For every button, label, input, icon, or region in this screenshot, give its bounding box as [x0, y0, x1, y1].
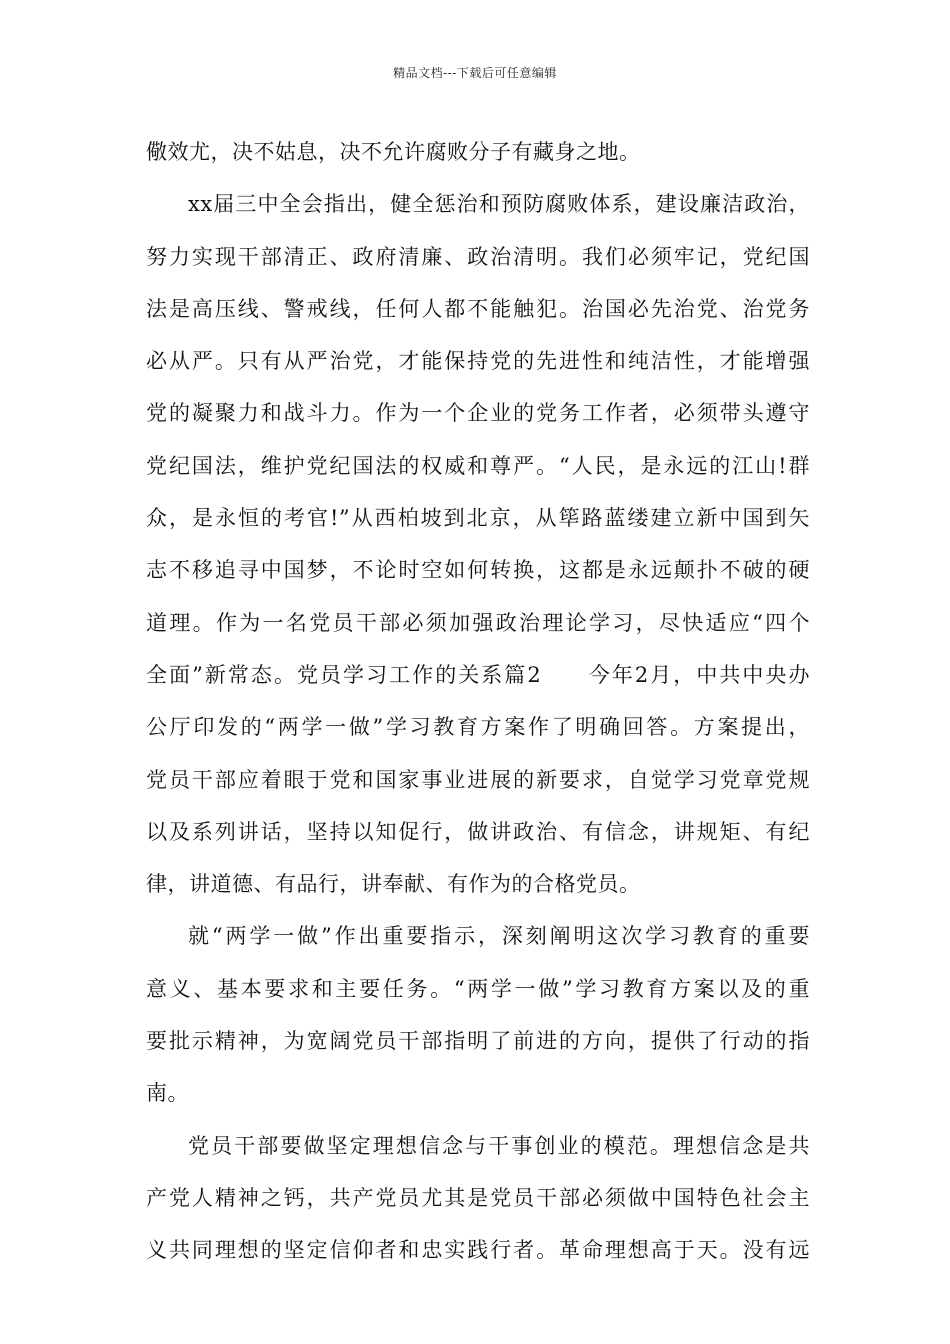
- text-line: 努力实现干部清正、政府清廉、政治清明。我们必须牢记，党纪国: [146, 244, 810, 269]
- text-line: 儆效尤，决不姑息，决不允许腐败分子有藏身之地。: [146, 140, 641, 164]
- text-line: 南。: [146, 1081, 189, 1106]
- text-line: 必从严。只有从严治党，才能保持党的先进性和纯洁性，才能增强: [146, 349, 810, 374]
- text-line: 法是高压线、警戒线，任何人都不能触犯。治国必先治党、治党务: [146, 296, 810, 321]
- text-line: 志不移追寻中国梦，不论时空如何转换，这都是永远颠扑不破的硬: [146, 558, 810, 583]
- paragraph-start-line: 党员干部要做坚定理想信念与干事创业的模范。理想信念是共: [188, 1133, 810, 1158]
- document-body: [146, 126, 810, 1277]
- text-line: 公厅印发的“两学一做”学习教育方案作了明确回答。方案提出，: [146, 715, 810, 740]
- text-line: 产党人精神之钙，共产党员尤其是党员干部必须做中国特色社会主: [146, 1185, 810, 1210]
- text-line: 众，是永恒的考官!”从西柏坡到北京，从筚路蓝缕建立新中国到矢: [146, 506, 810, 531]
- text-line: 党纪国法，维护党纪国法的权威和尊严。“人民，是永远的江山!群: [146, 453, 810, 478]
- text-line: 要批示精神，为宽阔党员干部指明了前进的方向，提供了行动的指: [146, 1029, 810, 1054]
- text-line: 道理。作为一名党员干部必须加强政治理论学习，尽快适应“四个: [146, 610, 810, 635]
- paragraph-start-line: xx届三中全会指出，健全惩治和预防腐败体系，建设廉洁政治，: [188, 192, 810, 217]
- text-line: 以及系列讲话，坚持以知促行，做讲政治、有信念，讲规矩、有纪: [146, 819, 810, 844]
- text-line: 党员干部应着眼于党和国家事业进展的新要求，自觉学习党章党规: [146, 767, 810, 792]
- text-line: 律，讲道德、有品行，讲奉献、有作为的合格党员。: [146, 872, 641, 897]
- text-line: 意义、基本要求和主要任务。“两学一做”学习教育方案以及的重: [146, 976, 810, 1001]
- text-line: 义共同理想的坚定信仰者和忠实践行者。革命理想高于天。没有远: [146, 1238, 810, 1263]
- running-header: 精品文档---下载后可任意编辑: [393, 66, 557, 80]
- text-line: 党的凝聚力和战斗力。作为一个企业的党务工作者，必须带头遵守: [146, 401, 810, 426]
- paragraph-start-line: 就“两学一做”作出重要指示，深刻阐明这次学习教育的重要: [188, 924, 810, 949]
- text-line: 全面”新常态。党员学习工作的关系篇2 今年2月，中共中央办: [146, 662, 810, 687]
